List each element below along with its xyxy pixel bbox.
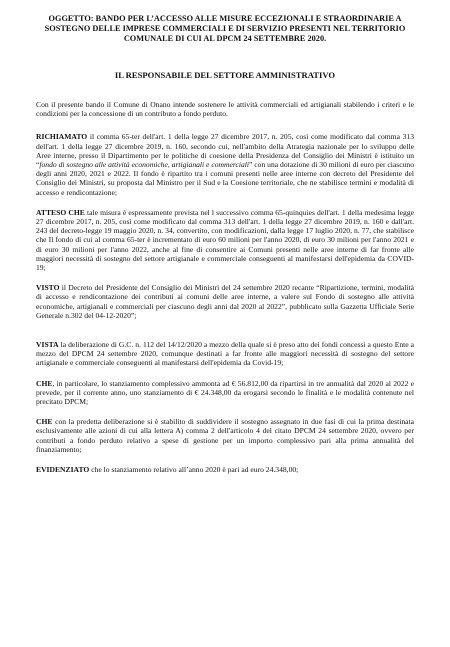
paragraph-che-deliberazione-text: con la predetta deliberazione si è stabilito di suddividere il sostegno assegnato in due fasi di cui la prima destinata esclusivamente alle azioni di cui alla lettera A) comma 2 dell'articolo 4 del citato DPCM 24 settembre 2020, ovvero per contributi a fondo perduto relativo a spese di gestione per un importo complessivo pari alla prima annualità del finanziamento; [36, 417, 414, 454]
subject-text: BANDO PER L’ACCESSO ALLE MISURE ECCEZIONALI E STRAORDINARIE A SOSTEGNO DELLE IMPRESE COMMERCIALI E DI SERVIZIO PRESENTI NEL TERRITORIO COMUNALE DI CUI AL DPCM 24 SETTEMBRE 2020. [44, 14, 406, 43]
paragraph-richiamato [36, 132, 414, 196]
fund-name-italic: fondo di sostegno alle attività economiche, artigianali e commerciali [39, 160, 250, 170]
paragraph-atteso-che-text: tale misura è espressamente prevista nel l successivo comma 65-quinquies dell'art. 1 della medesima legge 27 dicembre 2017, n. 205, così come modificato dal comma 313 dell'art. 1 della legge 27 dicembre 2019, n. 160 e dall'art. 243 del decreto-legge 19 maggio 2020, n. 34, convertito, con modificazioni, dalla legge 17 luglio 2020, n. 77, che stabilisce che Il fondo di cui al comma 65-ter è incrementato di euro 60 milioni per l'anno 2020, di euro 30 milioni per l'anno 2021 e di euro 30 milioni per l'anno 2022, anche al fine di consentire ai Comuni presenti nelle aree interne di far fronte alle maggiori necessità di sostegno del settore artigianale e commerciale conseguenti al manifestarsi dell'epidemia da COVID-19; [36, 207, 415, 273]
intro-paragraph: Con il presente bando il Comune di Onano intende sostenere le attività commerciali ed artigianali stabilendo i criteri e le condizioni per la concessione di un contributo a fondo perduto. [36, 100, 414, 119]
paragraph-che-deliberazione [36, 417, 414, 454]
paragraph-richiamato-text-b: ” con una dotazione di 30 milioni di euro per ciascuno degli anni 2020, 2021 e 2022. Il fondo è ripartito tra i comuni presenti nelle aree interne con decreto del Presidente del Consiglio dei Ministri, su proposta dal Ministro per il Sud e la Coesione territoriale, che ne stabilisce termini e modalità di accesso e rendicontazione; [36, 160, 414, 197]
section-title: IL RESPONSABILE DEL SETTORE AMMINISTRATIVO [114, 70, 336, 80]
paragraph-atteso-che [36, 208, 414, 272]
paragraph-richiamato-text-a: il comma 65-ter dell'art. 1 della legge 27 dicembre 2017, n. 205, così come modificato dal comma 313 dell'art. 1 della legge 27 dicembre 2019, n. 160, secondo cui, nell'ambito della Atrategia nazionale per lo sviluppo delle Aree interne, presso il Dipartimento per le politiche di coesione della Presidenza del Consiglio dei Ministri è istituito un “ [36, 132, 414, 170]
paragraph-che-stanziamento [36, 379, 414, 407]
subject-header [36, 14, 414, 44]
keyword-evidenziato: EVIDENZIATO [36, 465, 90, 475]
keyword-che-2: CHE [36, 417, 53, 427]
keyword-richiamato: RICHIAMATO [36, 132, 88, 142]
subject-label: OGGETTO: [48, 14, 94, 23]
keyword-vista: VISTA [36, 340, 59, 350]
paragraph-evidenziato [36, 465, 414, 474]
keyword-atteso-che: ATTESO CHE [36, 207, 85, 217]
paragraph-che-stanziamento-text: , in particolare, lo stanziamento complessivo ammonta ad € 56.812,00 da ripartirsi in tre annualità dal 2020 al 2022 e prevede, per il corrente anno, uno stanziamento di € 24.348,00 da erogarsi secondo le finalità e le modalità contenute nel precitato DPCM; [36, 378, 414, 407]
paragraph-evidenziato-text: che lo stanziamento relativo all’anno 2020 è pari ad euro 24.348,00; [89, 465, 299, 475]
keyword-visto: VISTO [36, 283, 60, 293]
paragraph-visto [36, 283, 414, 320]
keyword-che-1: CHE [36, 378, 53, 388]
paragraph-vista [36, 340, 414, 368]
paragraph-vista-text: la deliberazione di G.C. n. 112 del 14/12/2020 a mezzo della quale si è preso atto dei fondi concessi a questo Ente a mezzo del DPCM 24 settembre 2020, comunque destinati a far fronte alle maggiori necessità di sostegno del settore artigianale e commerciale conseguenti al manifestarsi dell'epidemia da Covid-19; [36, 340, 414, 368]
paragraph-visto-text: il Decreto del Presidente del Consiglio dei Ministri del 24 settembre 2020 recante “Ripartizione, termini, modalità di accesso e rendicontazione dei contributi ai comuni delle aree interne, a valere sul Fondo di sostegno alle attività economiche, artigianali e commerciali per ciascuno degli anni dal 2020 al 2022”, pubblicato sulla Gazzetta Ufficiale Serie Generale n.302 del 04-12-2020”; [36, 283, 414, 320]
